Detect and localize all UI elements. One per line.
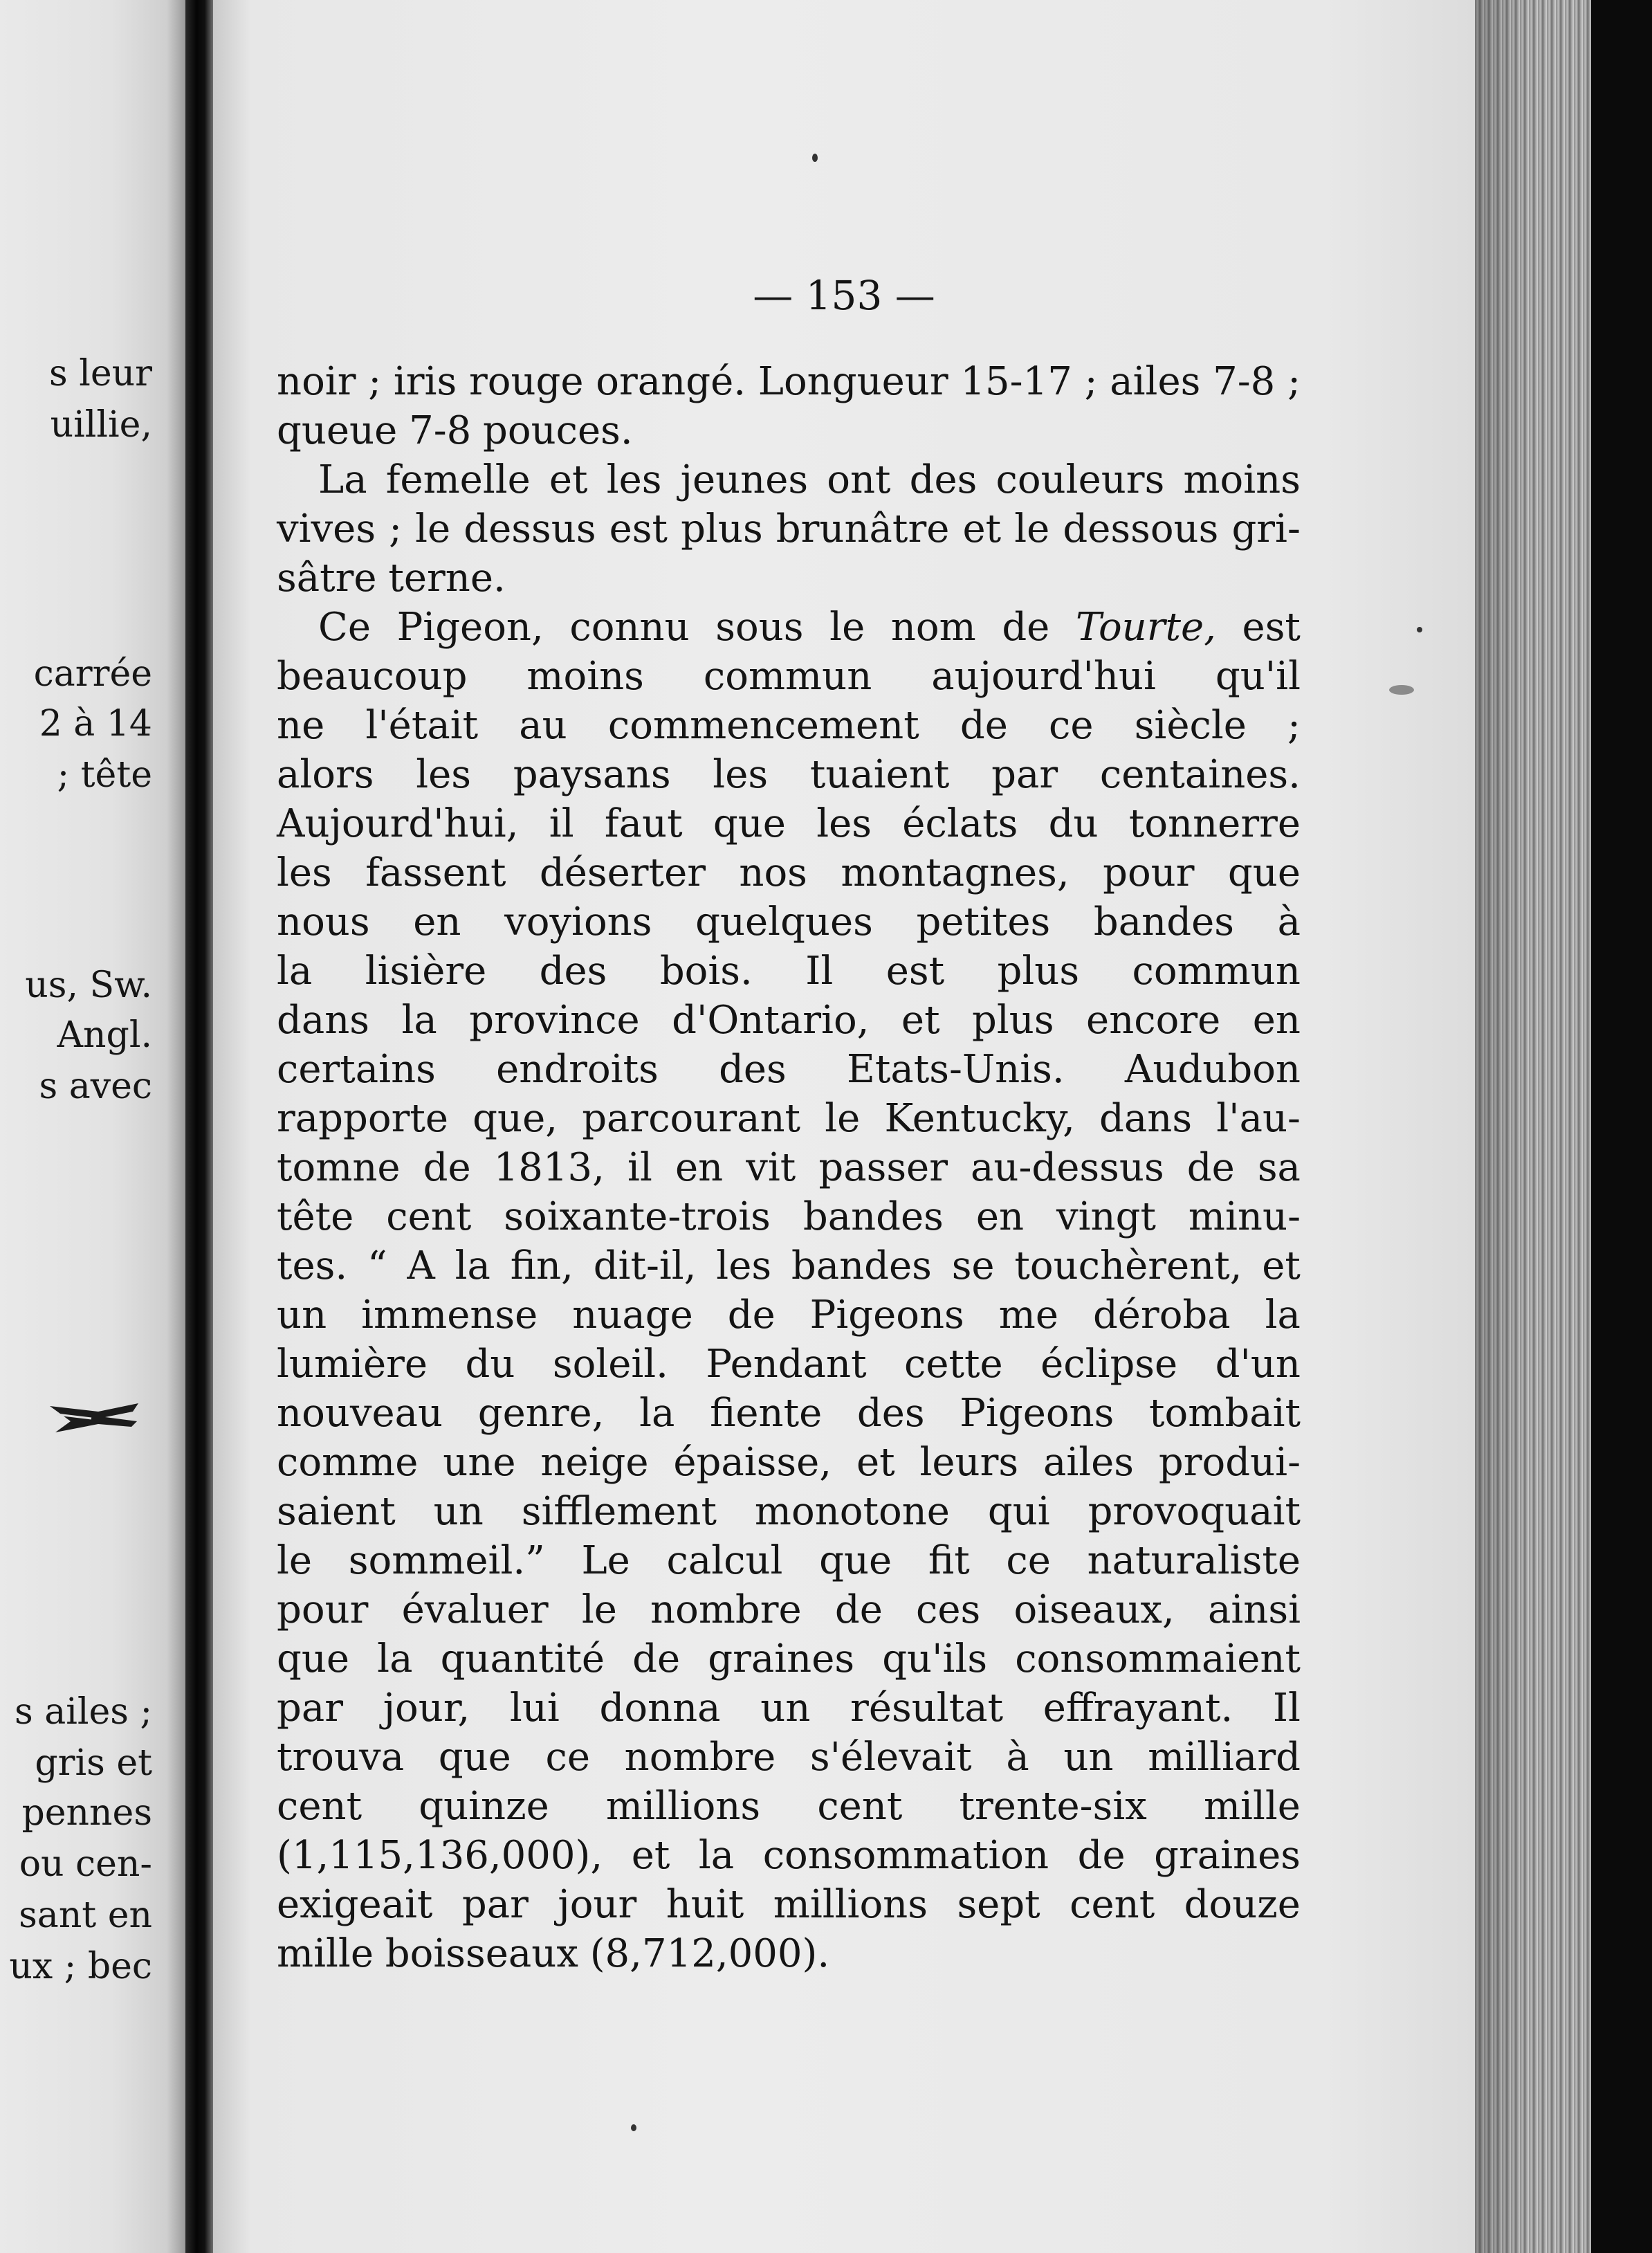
text-line: (1,115,136,000), et la consommation de graines xyxy=(277,1833,1301,1878)
left-page-fragment: ou cen- xyxy=(19,1843,152,1885)
left-page-fragment: 2 à 14 xyxy=(39,703,152,745)
paper-speck xyxy=(631,2124,636,2131)
paper-speck xyxy=(1417,627,1422,632)
text-line: Aujourd'hui, il faut que les éclats du tonnerre xyxy=(277,801,1301,846)
body-text xyxy=(277,357,1301,1978)
left-page-fragment: ux ; bec xyxy=(9,1946,152,1987)
text-line: ne l'était au commencement de ce siècle ; xyxy=(277,703,1301,748)
text-line: noir ; iris rouge orangé. Longueur 15-17 ; ailes 7-8 ; xyxy=(277,359,1301,404)
text-line: sâtre terne. xyxy=(277,556,506,601)
left-page-fragment: gris et xyxy=(35,1742,152,1784)
left-facing-page xyxy=(0,0,185,2253)
left-page-fragment: uillie, xyxy=(50,404,152,446)
left-page-fragment: us, Sw. xyxy=(25,965,152,1006)
text-line: cent quinze millions cent trente-six mille xyxy=(277,1784,1301,1829)
text-line: un immense nuage de Pigeons me déroba la xyxy=(277,1293,1301,1338)
left-page-fragment: s avec xyxy=(39,1066,152,1107)
text-line: pour évaluer le nombre de ces oiseaux, ainsi xyxy=(277,1587,1301,1632)
text-line: beaucoup moins commun aujourd'hui qu'il xyxy=(277,654,1301,699)
text-line: certains endroits des Etats-Unis. Audubon xyxy=(277,1047,1301,1092)
text-line: rapporte que, parcourant le Kentucky, dans l'au- xyxy=(277,1096,1301,1141)
left-page-fragment: s ailes ; xyxy=(15,1691,152,1733)
text-line: tomne de 1813, il en vit passer au-dessus de sa xyxy=(277,1145,1301,1190)
left-page-fragment: sant en xyxy=(19,1895,152,1936)
text-line: exigeait par jour huit millions sept cent douze xyxy=(277,1882,1301,1927)
text-line: nouveau genre, la fiente des Pigeons tombait xyxy=(277,1391,1301,1436)
book-gutter xyxy=(185,0,213,2253)
text-line: dans la province d'Ontario, et plus encore en xyxy=(277,998,1301,1043)
left-page-fragment: ; tête xyxy=(57,754,152,796)
left-page-fragment: carrée xyxy=(33,653,152,695)
text-line: lumière du soleil. Pendant cette éclipse d'un xyxy=(277,1342,1301,1387)
text-line: tête cent soixante-trois bandes en vingt minu- xyxy=(277,1194,1301,1239)
text-line: par jour, lui donna un résultat effrayant. Il xyxy=(277,1686,1301,1731)
text-line: trouva que ce nombre s'élevait à un milliard xyxy=(277,1735,1301,1780)
text-line: La femelle et les jeunes ont des couleurs moins xyxy=(318,457,1301,502)
text-line: le sommeil.” Le calcul que fit ce naturaliste xyxy=(277,1538,1301,1583)
text-line: la lisière des bois. Il est plus commun xyxy=(277,949,1301,994)
left-page-fragment: Angl. xyxy=(57,1014,152,1056)
text-line: saient un sifflement monotone qui provoquait xyxy=(277,1489,1301,1534)
bird-illustration-fragment xyxy=(50,1391,140,1439)
paper-speck xyxy=(1389,685,1414,695)
text-line: alors les paysans les tuaient par centaines. xyxy=(277,752,1301,797)
background-edge xyxy=(1591,0,1652,2253)
text-line: que la quantité de graines qu'ils consommaient xyxy=(277,1636,1301,1681)
text-line: Ce Pigeon, connu sous le nom de Tourte, est xyxy=(318,605,1301,650)
page-number: — 153 — xyxy=(753,272,935,319)
text-line: mille boisseaux (8,712,000). xyxy=(277,1931,830,1976)
text-line: comme une neige épaisse, et leurs ailes produi- xyxy=(277,1440,1301,1485)
text-line: les fassent déserter nos montagnes, pour que xyxy=(277,850,1301,895)
text-line: tes. “ A la fin, dit-il, les bandes se touchèrent, et xyxy=(277,1243,1301,1288)
paper-speck xyxy=(812,154,818,162)
text-line: nous en voyions quelques petites bandes à xyxy=(277,900,1301,945)
left-page-fragment: s leur xyxy=(49,353,152,394)
text-line: queue 7-8 pouces. xyxy=(277,408,633,453)
left-page-fragment: pennes xyxy=(21,1792,152,1834)
text-line: vives ; le dessus est plus brunâtre et le dessous gri- xyxy=(277,507,1301,551)
